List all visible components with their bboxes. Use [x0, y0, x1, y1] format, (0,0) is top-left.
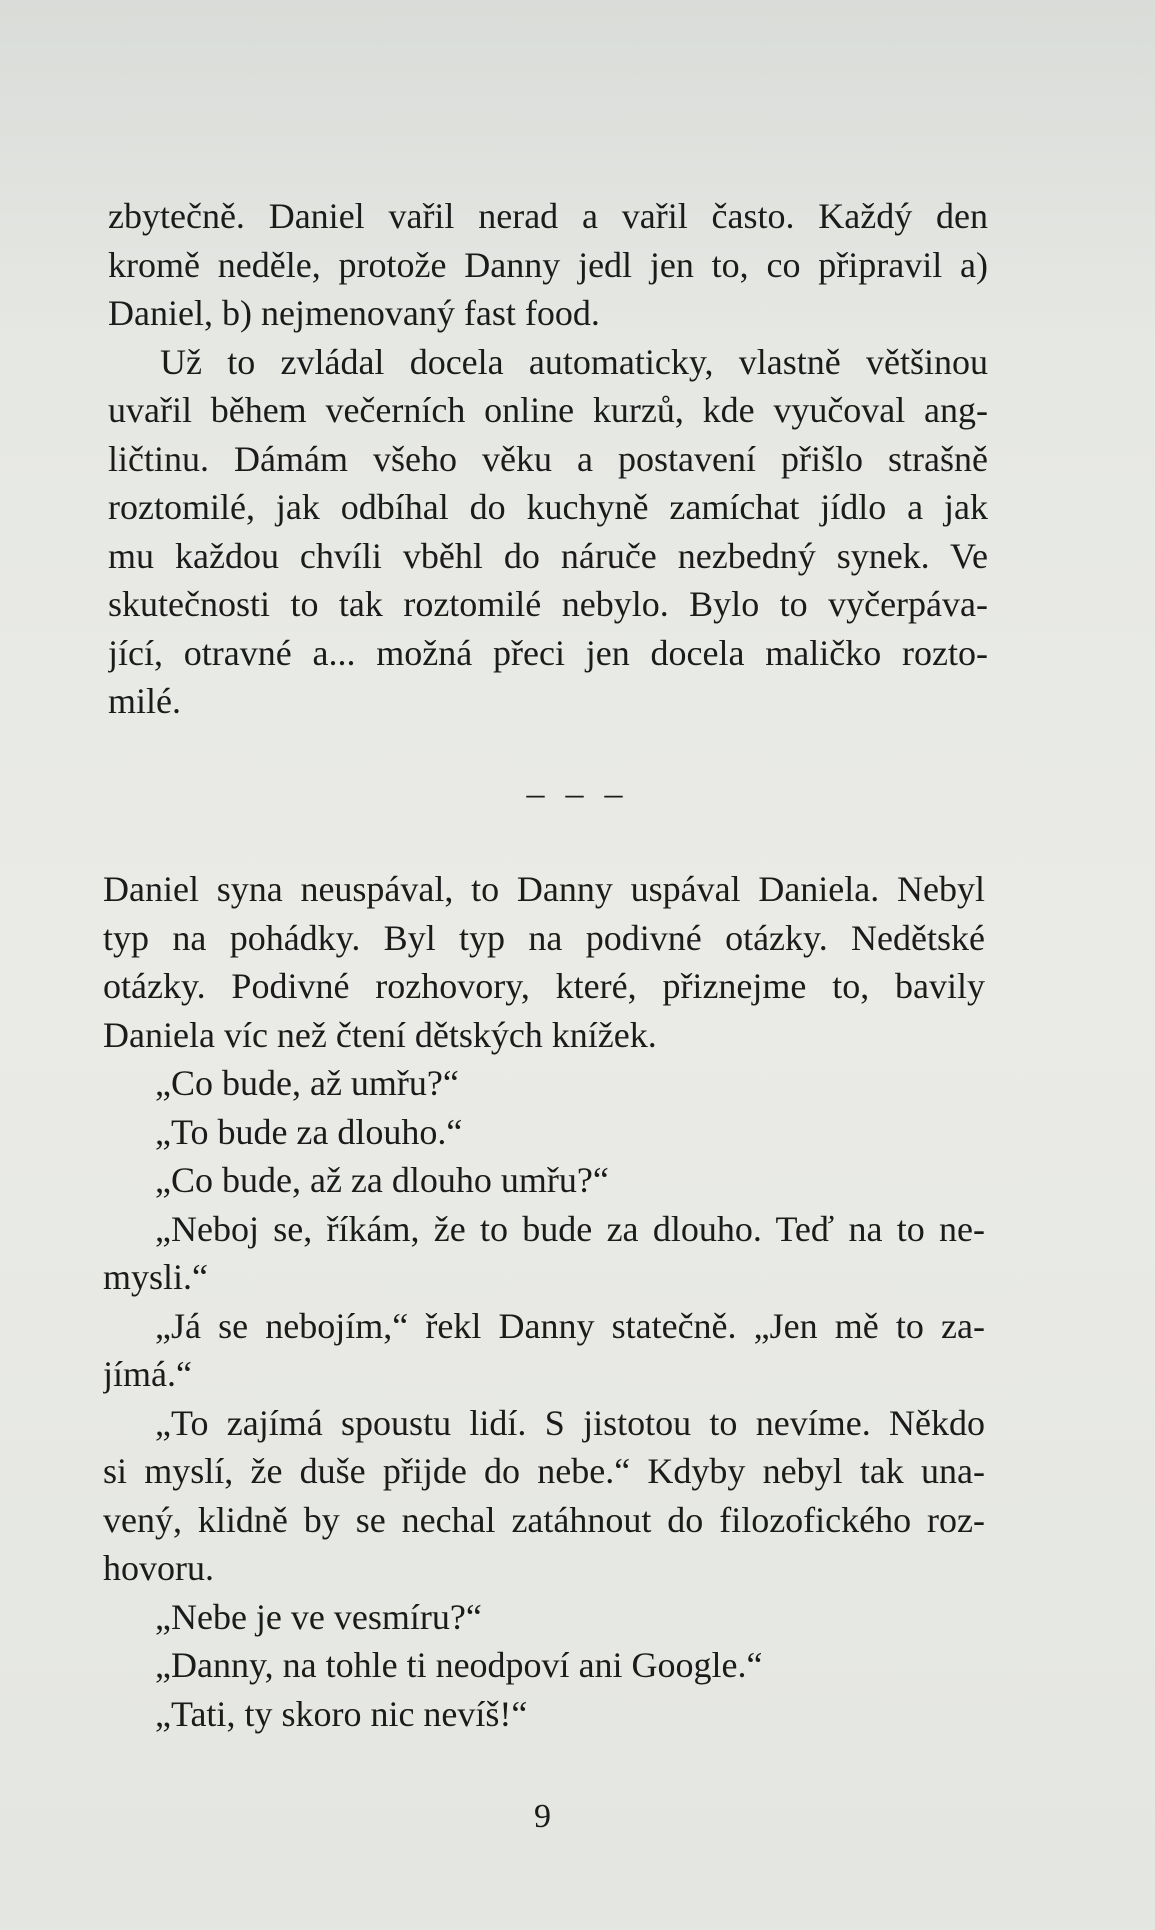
dialogue-line: „Co bude, až umřu?“ [155, 1063, 459, 1103]
text-line: uvařil během večerních online kurzů, kde vyučoval ang- [108, 390, 988, 430]
text-line: ličtinu. Dámám všeho věku a postavení přišlo strašně [108, 438, 988, 479]
dialogue-line: hovoru. [103, 1548, 214, 1588]
text-section-1 [108, 192, 988, 726]
section-separator: – – – [526, 773, 629, 813]
page-number: 9 [534, 1798, 551, 1835]
text-line: mu každou chvíli vběhl do náruče nezbedný synek. Ve [108, 535, 988, 576]
text-line: typ na pohádky. Byl typ na podivné otázky. Nedětské [103, 917, 985, 958]
text-line: milé. [108, 681, 181, 721]
dialogue-line: „To zajímá spoustu lidí. S jistotou to nevíme. Někdo [155, 1402, 985, 1443]
text-line: skutečnosti to tak roztomilé nebylo. Bylo to vyčerpáva- [108, 584, 988, 624]
dialogue-line: „Co bude, až za dlouho umřu?“ [155, 1160, 609, 1200]
dialogue-line: „To bude za dlouho.“ [155, 1111, 463, 1152]
text-line: Už to zvládal docela automaticky, vlastně většinou [160, 341, 988, 382]
dialogue-line: „Já se nebojím,“ řekl Danny statečně. „Jen mě to za- [155, 1305, 985, 1346]
text-line: kromě neděle, protože Danny jedl jen to, co připravil a) [108, 244, 988, 285]
text-line: Daniela víc než čtení dětských knížek. [103, 1014, 657, 1055]
dialogue-line: vený, klidně by se nechal zatáhnout do filozofického roz- [103, 1499, 985, 1540]
dialogue-line: „Neboj se, říkám, že to bude za dlouho. Teď na to ne- [155, 1208, 985, 1249]
dialogue-line: „Danny, na tohle ti neodpoví ani Google.“ [155, 1645, 763, 1685]
text-line: jící, otravné a... možná přeci jen docela maličko rozto- [108, 632, 988, 673]
text-section-2 [103, 865, 985, 1738]
dialogue-line: mysli.“ [103, 1257, 208, 1297]
text-line: Daniel, b) nejmenovaný fast food. [108, 293, 600, 333]
dialogue-line: jímá.“ [103, 1354, 192, 1394]
text-line: zbytečně. Daniel vařil nerad a vařil často. Každý den [108, 196, 988, 236]
text-line: roztomilé, jak odbíhal do kuchyně zamíchat jídlo a jak [108, 487, 988, 527]
text-line: otázky. Podivné rozhovory, které, přiznejme to, bavily [103, 966, 985, 1006]
dialogue-line: „Nebe je ve vesmíru?“ [155, 1596, 482, 1637]
dialogue-line: „Tati, ty skoro nic nevíš!“ [155, 1693, 528, 1734]
dialogue-line: si myslí, že duše přijde do nebe.“ Kdyby nebyl tak una- [103, 1451, 985, 1491]
text-line: Daniel syna neuspával, to Danny uspával Daniela. Nebyl [103, 869, 985, 909]
